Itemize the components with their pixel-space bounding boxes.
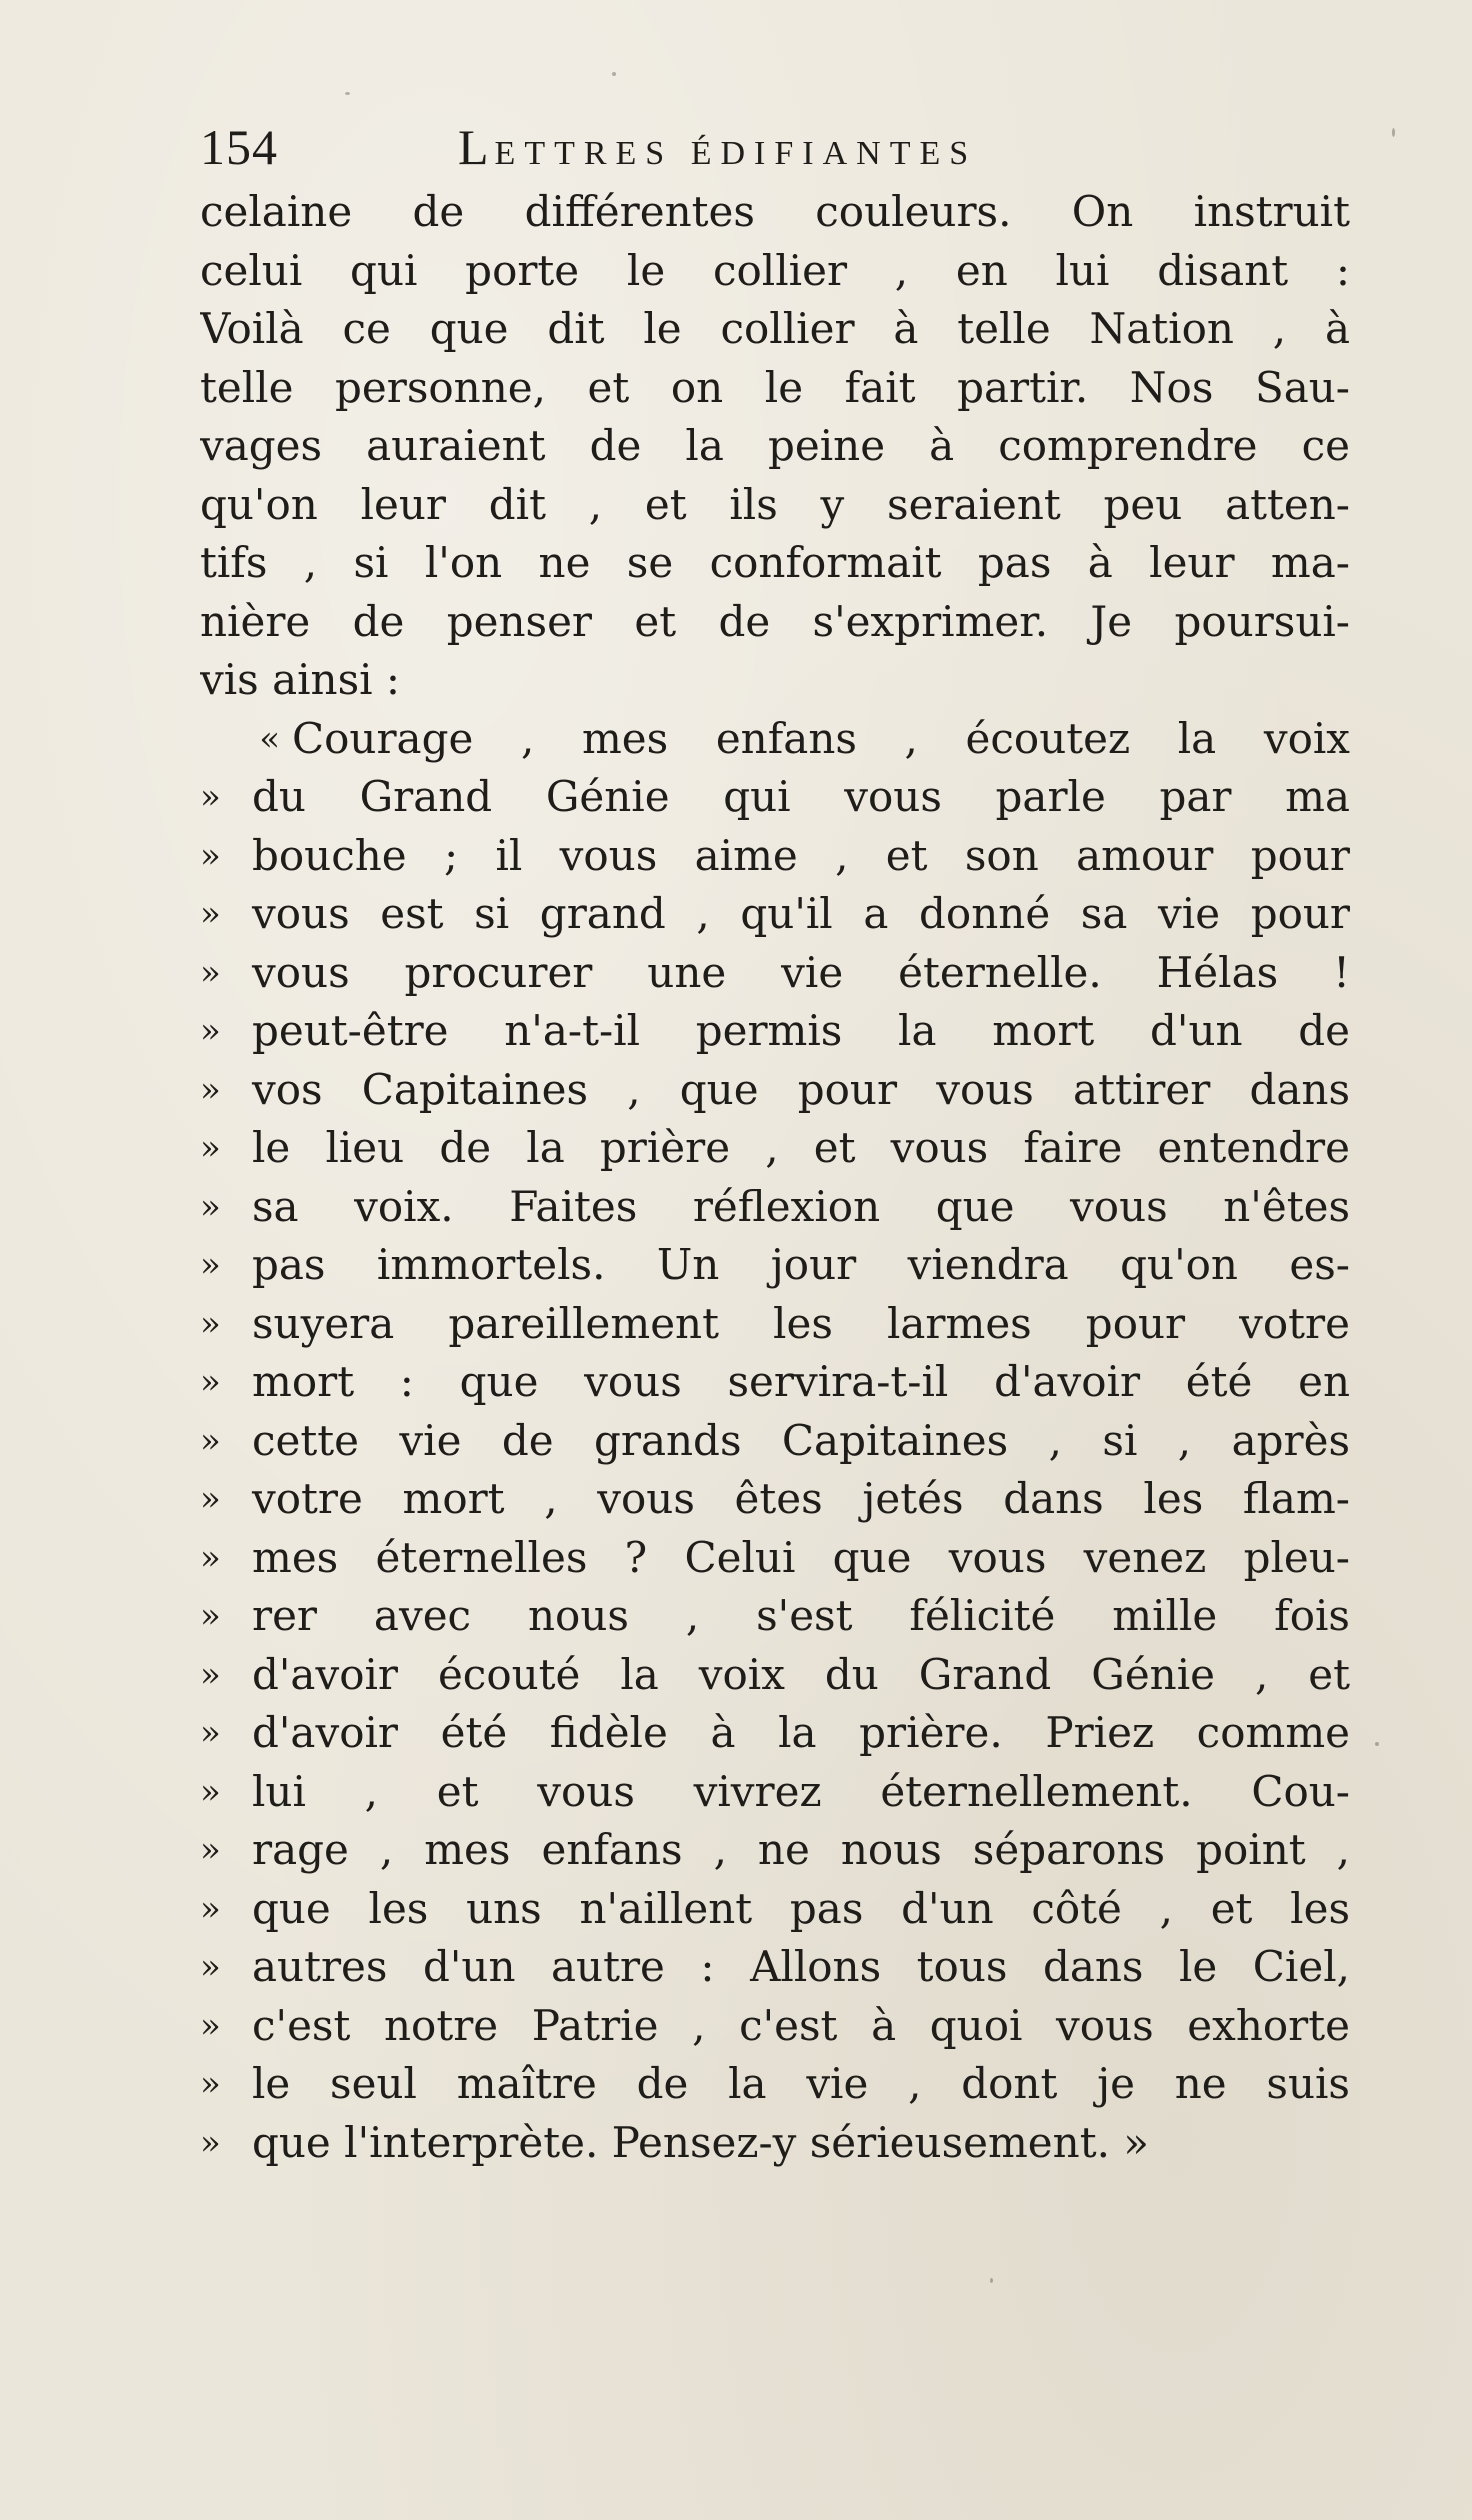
- guillemet-mark: »: [200, 1420, 221, 1461]
- text-line: celui qui porte le collier , en lui disant :: [200, 245, 1350, 295]
- text-line: tifs , si l'on ne se conformait pas à leur ma-: [200, 538, 1350, 587]
- quote-line: [200, 1119, 1350, 1178]
- quote-line: [200, 1061, 1350, 1120]
- quote-line: [200, 768, 1350, 827]
- quote-text: que l'interprète. Pensez-y sérieusement. »: [252, 2117, 1149, 2167]
- guillemet-mark: »: [200, 1947, 221, 1987]
- quote-line: [200, 1704, 1350, 1763]
- guillemet-mark: »: [200, 1830, 221, 1870]
- quote-text: le seul maître de la vie , dont je ne suis: [252, 2059, 1350, 2108]
- quote-text: mes éternelles ? Celui que vous venez pleu-: [252, 1532, 1350, 1582]
- quote-text: sa voix. Faites réflexion que vous n'êtes: [252, 1181, 1350, 1231]
- guillemet-mark: »: [200, 1011, 221, 1051]
- guillemet-mark: »: [200, 1303, 221, 1344]
- quote-text: vos Capitaines , que pour vous attirer dans: [252, 1064, 1350, 1114]
- guillemet-mark: »: [200, 2122, 221, 2163]
- guillemet-mark: »: [200, 1713, 221, 1753]
- quote-text: votre mort , vous êtes jetés dans les flam-: [252, 1474, 1350, 1523]
- quote-line: [200, 1880, 1350, 1939]
- quote-text: rage , mes enfans , ne nous séparons point ,: [252, 1825, 1350, 1874]
- quote-text: que les uns n'aillent pas d'un côté , et les: [252, 1883, 1350, 1933]
- quote-line: [200, 885, 1350, 944]
- paper-speck: [990, 2278, 993, 2283]
- quote-text: lui , et vous vivrez éternellement. Cou-: [252, 1766, 1350, 1816]
- guillemet-mark: »: [200, 1596, 221, 1636]
- paper-speck: [345, 92, 350, 95]
- quote-line: [200, 1353, 1350, 1412]
- quote-text: rer avec nous , s'est félicité mille fois: [252, 1591, 1350, 1640]
- quote-text: Courage , mes enfans , écoutez la voix: [292, 713, 1350, 763]
- guillemet-mark: »: [200, 2064, 221, 2104]
- quote-text: pas immortels. Un jour viendra qu'on es-: [252, 1240, 1350, 1289]
- body-text: [200, 183, 1350, 2172]
- quote-line: [200, 2055, 1350, 2114]
- quote-line: [200, 1002, 1350, 1061]
- quote-text: vous est si grand , qu'il a donné sa vie pour: [252, 889, 1350, 938]
- quote-text: d'avoir été fidèle à la prière. Priez comme: [252, 1708, 1350, 1757]
- guillemet-mark: »: [200, 1245, 221, 1285]
- quote-text: le lieu de la prière , et vous faire entendre: [252, 1123, 1350, 1172]
- text-line: telle personne, et on le fait partir. Nos Sau-: [200, 362, 1350, 412]
- page-header: [200, 112, 1350, 182]
- guillemet-mark: »: [200, 1128, 221, 1168]
- running-title: [458, 112, 977, 189]
- text-line: qu'on leur dit , et ils y seraient peu atten-: [200, 479, 1350, 529]
- quote-line: [200, 1295, 1350, 1354]
- quote-text: suyera pareillement les larmes pour votre: [252, 1298, 1350, 1348]
- page-number: 154: [200, 119, 278, 175]
- quote-line: [200, 1938, 1350, 1997]
- quote-text: cette vie de grands Capitaines , si , après: [252, 1415, 1350, 1465]
- quote-line: [200, 1529, 1350, 1588]
- quote-line: [200, 1646, 1350, 1705]
- quote-line: [200, 1763, 1350, 1822]
- quote-line: [200, 1821, 1350, 1880]
- quote-text: vous procurer une vie éternelle. Hélas !: [252, 947, 1350, 997]
- guillemet-mark: »: [200, 835, 221, 876]
- guillemet-mark: »: [200, 952, 221, 993]
- running-title-initial: L: [458, 119, 495, 175]
- text-line: vis ainsi :: [200, 655, 401, 704]
- guillemet-mark: »: [200, 1654, 221, 1695]
- paper-speck: [1375, 1742, 1379, 1746]
- quote-line: [200, 2114, 1350, 2173]
- quote-line: [200, 1236, 1350, 1295]
- opening-guillemet: «: [259, 718, 280, 759]
- quote-line: [200, 1412, 1350, 1471]
- quote-line: [200, 827, 1350, 886]
- quote-text: du Grand Génie qui vous parle par ma: [252, 772, 1350, 821]
- quote-line: [200, 710, 1350, 769]
- quote-text: autres d'un autre : Allons tous dans le Ciel,: [252, 1942, 1350, 1991]
- quote-text: c'est notre Patrie , c'est à quoi vous exhorte: [252, 2000, 1350, 2050]
- guillemet-mark: »: [200, 1186, 221, 1227]
- guillemet-mark: »: [200, 1362, 221, 1402]
- guillemet-mark: »: [200, 1069, 221, 1110]
- paper-speck: [1392, 128, 1395, 137]
- quote-line: [200, 1587, 1350, 1646]
- guillemet-mark: »: [200, 1771, 221, 1812]
- quote-line: [200, 1997, 1350, 2056]
- quote-text: bouche ; il vous aime , et son amour pour: [252, 830, 1350, 880]
- guillemet-mark: »: [200, 1888, 221, 1929]
- guillemet-mark: »: [200, 1537, 221, 1578]
- guillemet-mark: »: [200, 1479, 221, 1519]
- guillemet-mark: »: [200, 2005, 221, 2046]
- quote-text: d'avoir écouté la voix du Grand Génie , et: [252, 1649, 1350, 1699]
- paper-speck: [612, 72, 616, 76]
- text-line: vages auraient de la peine à comprendre ce: [200, 421, 1350, 470]
- quote-line: [200, 1470, 1350, 1529]
- running-title-rest: ETTRES ÉDIFIANTES: [494, 135, 978, 172]
- quote-text: peut-être n'a-t-il permis la mort d'un de: [252, 1006, 1350, 1055]
- quote-text: mort : que vous servira-t-il d'avoir été en: [252, 1357, 1350, 1406]
- quote-line: [200, 1178, 1350, 1237]
- text-line: celaine de différentes couleurs. On instruit: [200, 187, 1350, 236]
- text-line: Voilà ce que dit le collier à telle Nation , à: [200, 304, 1350, 353]
- guillemet-mark: »: [200, 777, 221, 817]
- quote-line: [200, 944, 1350, 1003]
- text-line: nière de penser et de s'exprimer. Je poursui-: [200, 596, 1350, 646]
- guillemet-mark: »: [200, 894, 221, 934]
